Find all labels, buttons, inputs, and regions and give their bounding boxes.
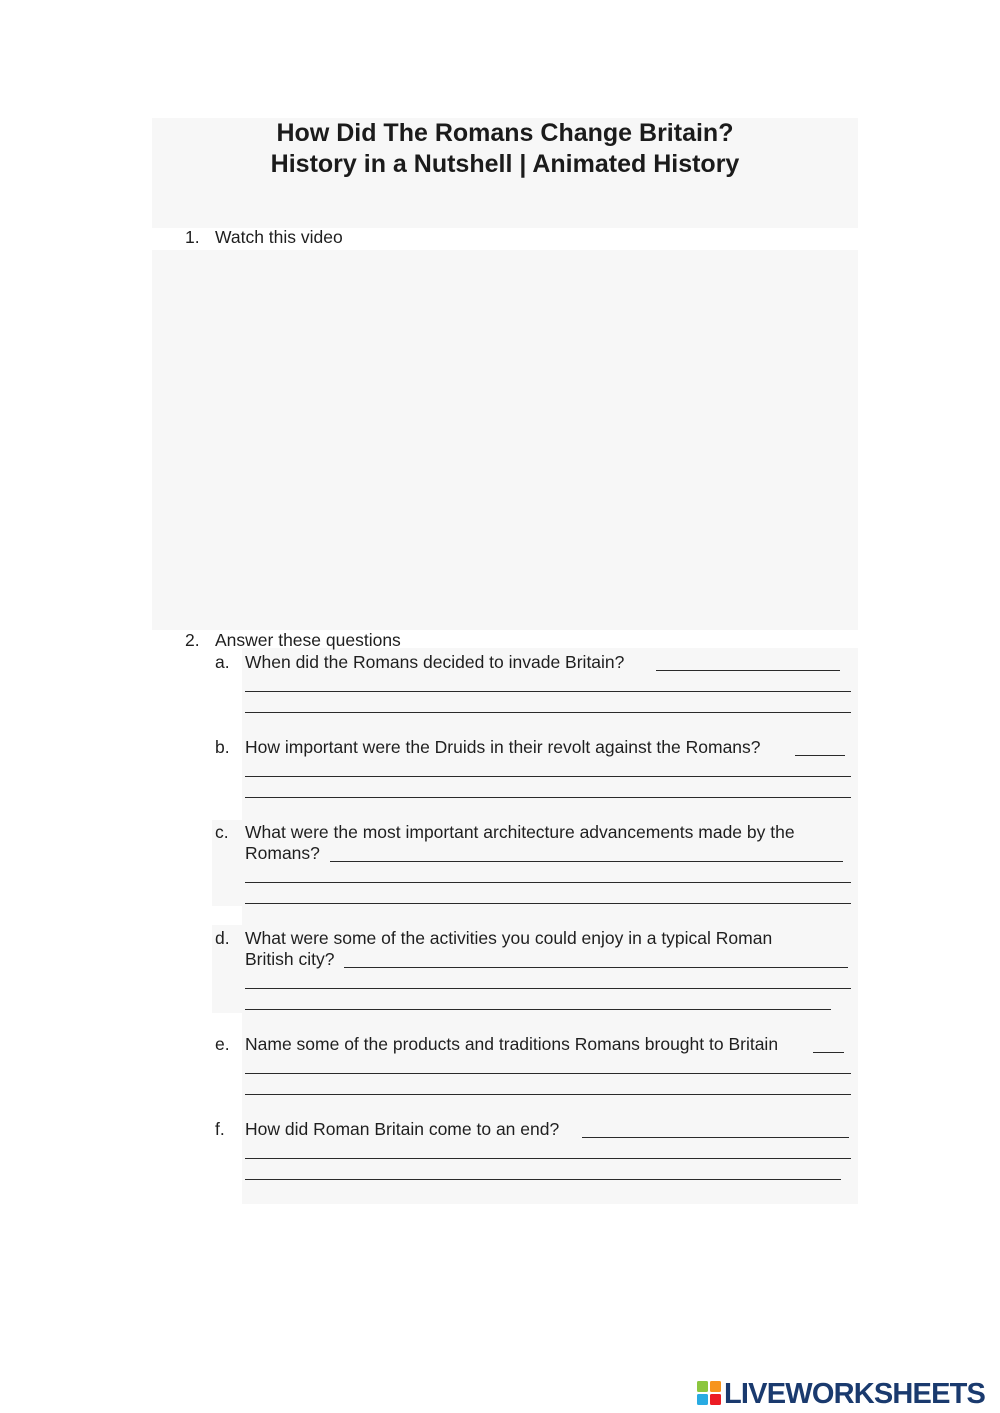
step-2-number: 2. bbox=[185, 630, 200, 650]
liveworksheets-brand: LIVEWORKSHEETS bbox=[724, 1378, 986, 1410]
page-title bbox=[152, 118, 858, 180]
answer-c-line-2[interactable] bbox=[245, 903, 851, 904]
step-2-text: Answer these questions bbox=[215, 630, 401, 650]
step-1-number: 1. bbox=[185, 227, 200, 247]
answer-e-line-1[interactable] bbox=[245, 1073, 851, 1074]
answer-f-line-1[interactable] bbox=[245, 1158, 851, 1159]
question-d-text-2: British city? bbox=[245, 949, 335, 969]
question-c-text-2: Romans? bbox=[245, 843, 320, 863]
answer-a-inline[interactable] bbox=[656, 670, 840, 671]
question-c-letter: c. bbox=[215, 822, 229, 842]
title-line-1: How Did The Romans Change Britain? bbox=[276, 119, 734, 147]
answer-a-line-2[interactable] bbox=[245, 712, 851, 713]
answer-f-inline[interactable] bbox=[582, 1137, 849, 1138]
answer-c-inline[interactable] bbox=[330, 861, 843, 862]
answer-f-line-2[interactable] bbox=[245, 1179, 841, 1180]
question-e-text: Name some of the products and traditions Romans brought to Britain bbox=[245, 1034, 779, 1054]
video-area[interactable] bbox=[152, 250, 858, 630]
liveworksheets-logo bbox=[697, 1377, 997, 1411]
question-e-letter: e. bbox=[215, 1034, 230, 1054]
title-line-2: History in a Nutshell | Animated History bbox=[270, 150, 740, 178]
step-1-text: Watch this video bbox=[215, 227, 343, 247]
answer-d-line-2[interactable] bbox=[245, 1009, 831, 1010]
question-c-text-1: What were the most important architecture advancements made by the bbox=[245, 822, 795, 842]
answer-b-line-2[interactable] bbox=[245, 797, 851, 798]
answer-e-inline[interactable] bbox=[813, 1052, 844, 1053]
question-f-letter: f. bbox=[215, 1119, 225, 1139]
question-a-text: When did the Romans decided to invade Britain? bbox=[245, 652, 625, 672]
answer-b-line-1[interactable] bbox=[245, 776, 851, 777]
liveworksheets-logo-icon bbox=[697, 1381, 721, 1405]
question-a-letter: a. bbox=[215, 652, 230, 672]
answer-e-line-2[interactable] bbox=[245, 1094, 851, 1095]
answer-a-line-1[interactable] bbox=[245, 691, 851, 692]
question-b-text: How important were the Druids in their revolt against the Romans? bbox=[245, 737, 761, 757]
question-b-letter: b. bbox=[215, 737, 230, 757]
question-d-text-1: What were some of the activities you could enjoy in a typical Roman bbox=[245, 928, 773, 948]
question-d-letter: d. bbox=[215, 928, 230, 948]
question-f-text: How did Roman Britain come to an end? bbox=[245, 1119, 560, 1139]
answer-d-inline[interactable] bbox=[344, 967, 848, 968]
answer-c-line-1[interactable] bbox=[245, 882, 851, 883]
answer-b-inline[interactable] bbox=[795, 755, 845, 756]
answer-d-line-1[interactable] bbox=[245, 988, 851, 989]
